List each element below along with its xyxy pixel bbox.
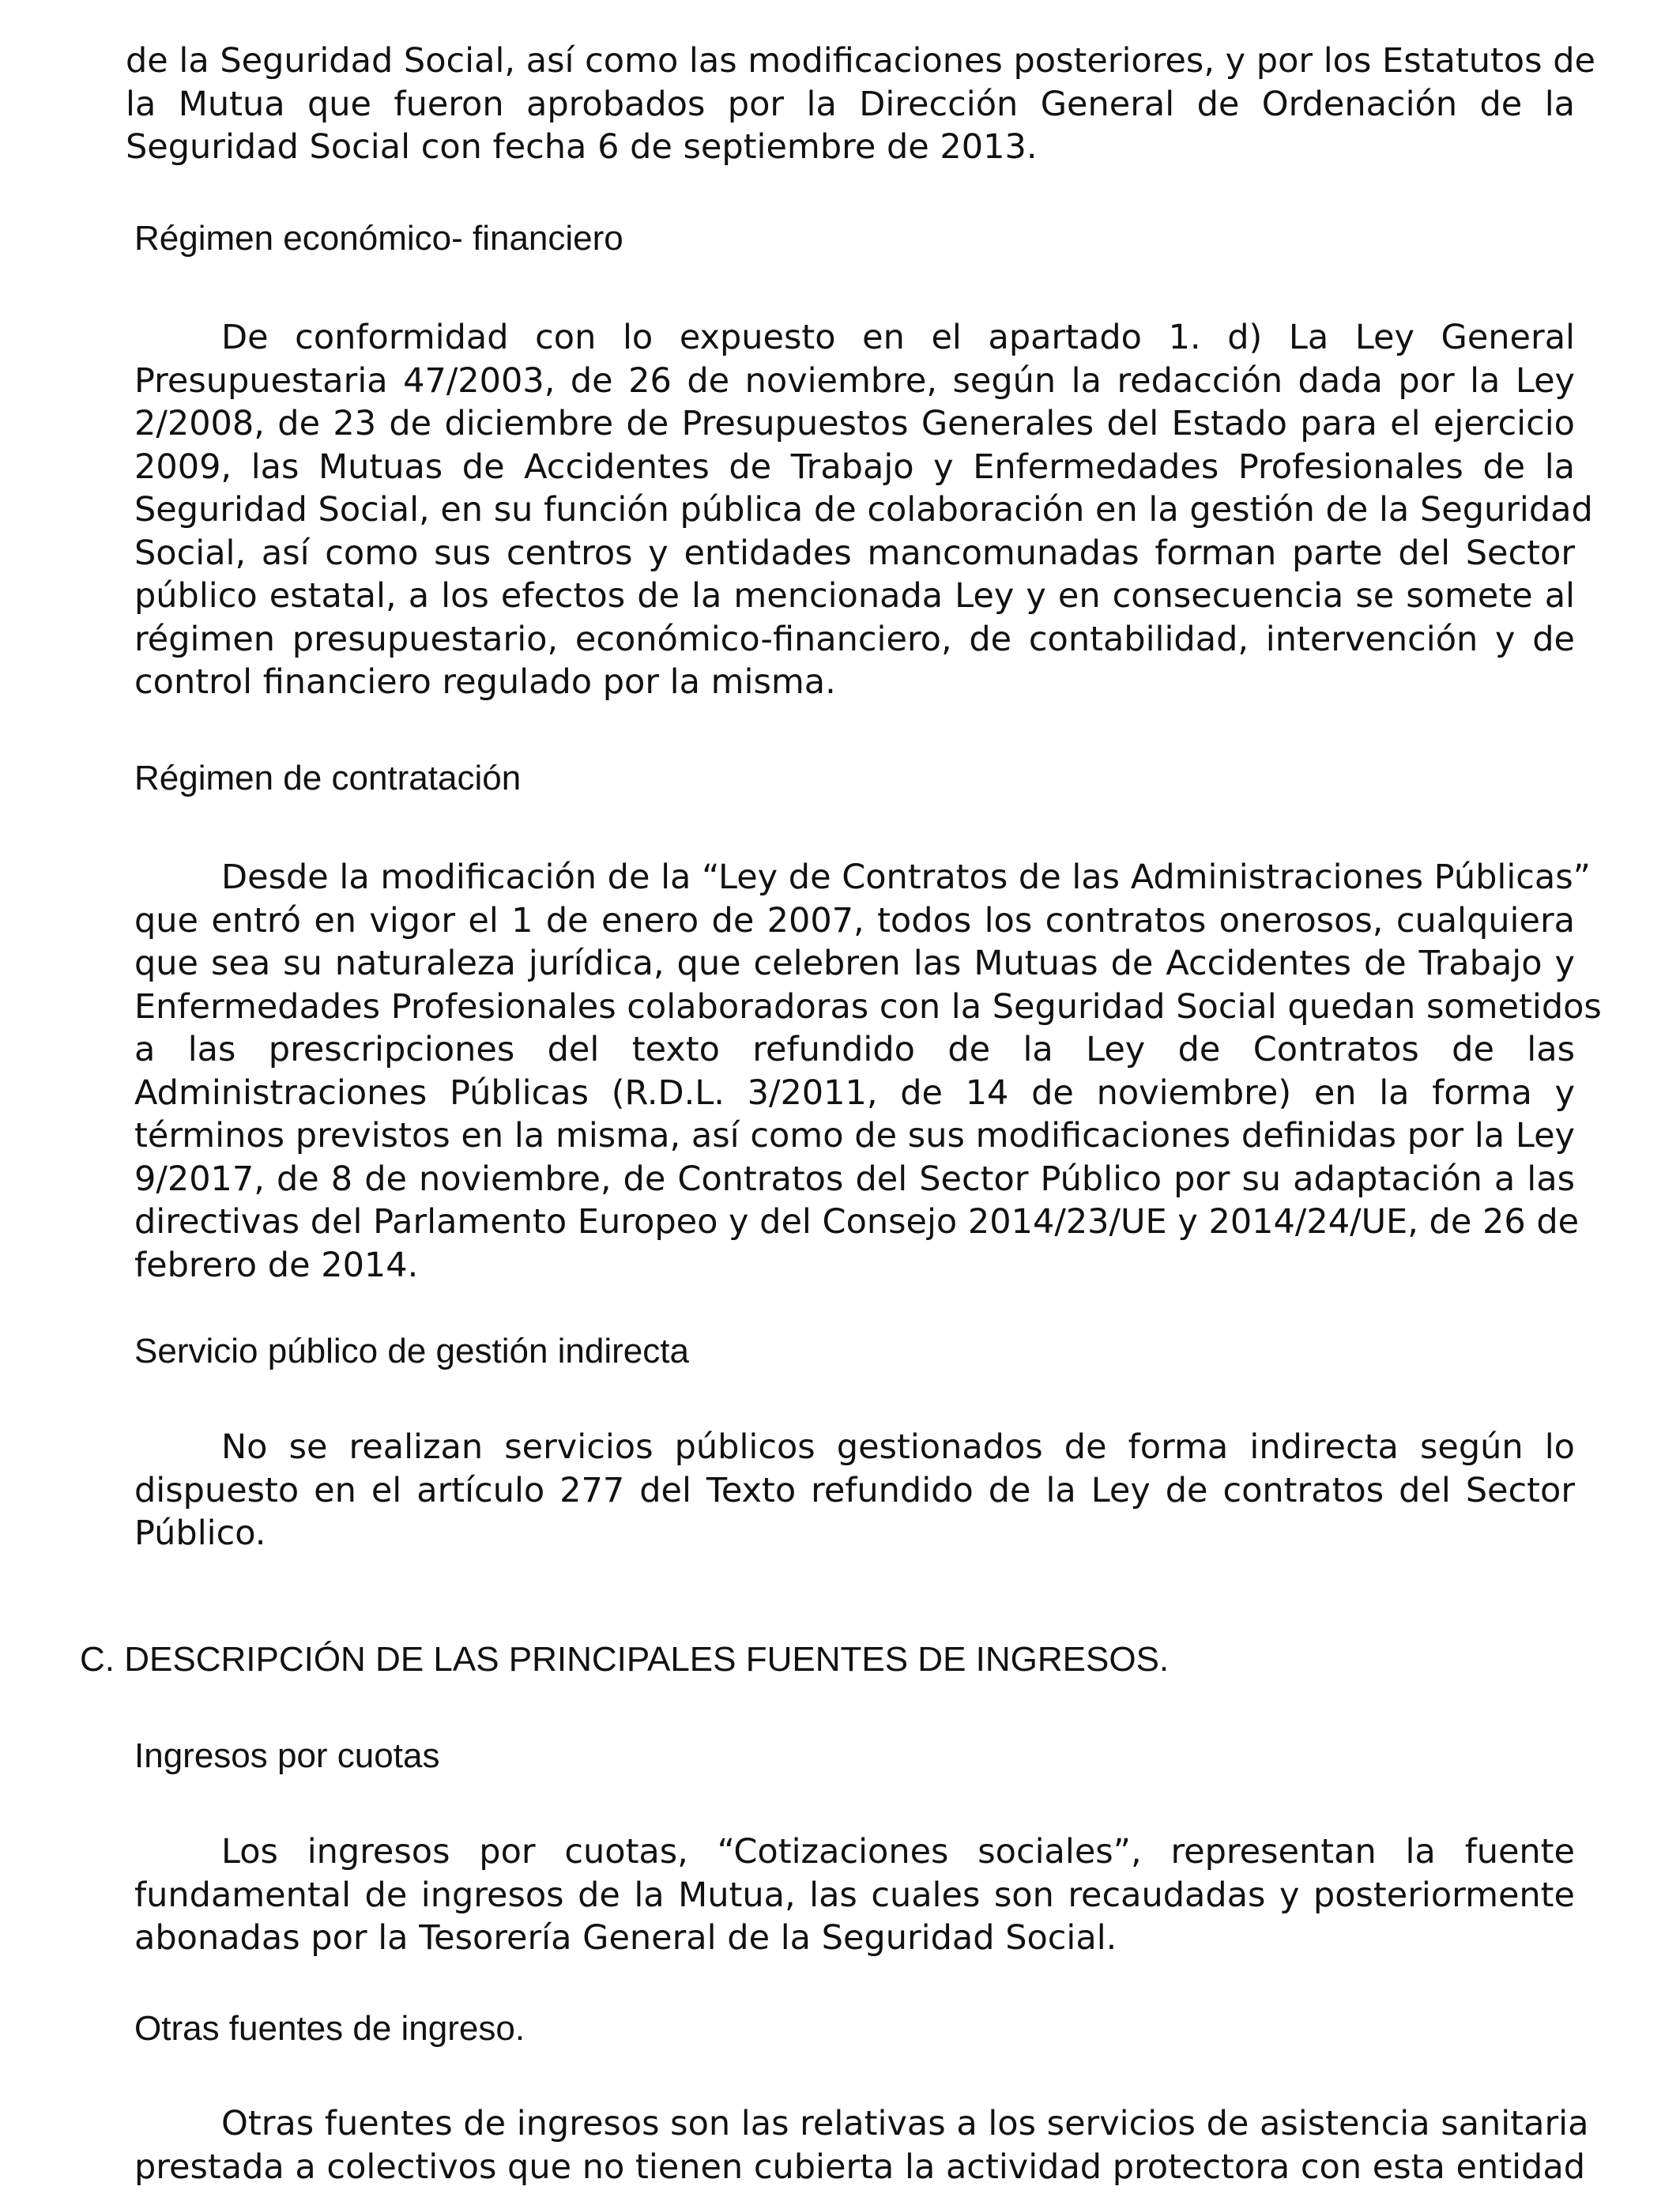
section-c-title: C. DESCRIPCIÓN DE LAS PRINCIPALES FUENTES DE INGRESOS. (80, 1640, 1170, 1679)
text-line: Presupuestaria 47/2003, de 26 de noviembre, según la redacción dada por la Ley (134, 360, 1575, 401)
text-line: Público. (134, 1514, 266, 1553)
text-line: la Mutua que fueron aprobados por la Dirección General de Ordenación de la (126, 84, 1575, 124)
text-line: público estatal, a los efectos de la mencionada Ley y en consecuencia se somete al (134, 576, 1575, 616)
text-line: términos previstos en la misma, así como de sus modificaciones definidas por la Ley (134, 1116, 1575, 1155)
text-line: Seguridad Social, en su función pública de colaboración en la gestión de la Seguridad (134, 490, 1593, 530)
paragraph-regimen-economico (134, 316, 1593, 704)
paragraph-estatutos (126, 40, 1595, 169)
heading-regimen-contratacion: Régimen de contratación (134, 759, 522, 797)
text-line: directivas del Parlamento Europeo y del Consejo 2014/23/UE y 2014/24/UE, de 26 de (134, 1202, 1580, 1242)
paragraph-otras-fuentes (134, 2102, 1589, 2188)
text-line: Enfermedades Profesionales colaboradoras con la Seguridad Social quedan sometidos (134, 986, 1602, 1027)
text-line: Administraciones Públicas (R.D.L. 3/2011, de 14 de noviembre) en la forma y (134, 1072, 1575, 1113)
text-line: Los ingresos por cuotas, “Cotizaciones sociales”, representan la fuente (221, 1832, 1575, 1872)
text-line: De conformidad con lo expuesto en el apartado 1. d) La Ley General (221, 318, 1575, 357)
text-line: de la Seguridad Social, así como las modificaciones posteriores, y por los Estatutos de (126, 41, 1595, 81)
paragraph-servicio-publico (134, 1426, 1575, 1555)
text-line: abonadas por la Tesorería General de la Seguridad Social. (134, 1918, 1117, 1958)
text-line: febrero de 2014. (134, 1245, 419, 1285)
text-line: dispuesto en el artículo 277 del Texto refundido de la Ley de contratos del Sector (134, 1470, 1575, 1510)
text-line: Desde la modificación de la “Ley de Contratos de las Administraciones Públicas” (221, 858, 1591, 897)
text-line: que entró en vigor el 1 de enero de 2007, todos los contratos onerosos, cualquiera (134, 900, 1575, 941)
text-line: fundamental de ingresos de la Mutua, las cuales son recaudadas y posteriormente (134, 1875, 1575, 1915)
heading-otras-fuentes: Otras fuentes de ingreso. (134, 2009, 525, 2048)
text-line: 9/2017, de 8 de noviembre, de Contratos del Sector Público por su adaptación a las (134, 1159, 1575, 1199)
heading-regimen-economico: Régimen económico- financiero (134, 219, 623, 258)
text-line: control financiero regulado por la misma. (134, 662, 836, 702)
text-line: Otras fuentes de ingresos son las relativas a los servicios de asistencia sanitaria (221, 2104, 1589, 2143)
text-line: que sea su naturaleza jurídica, que celebren las Mutuas de Accidentes de Trabajo y (134, 944, 1575, 983)
text-line: a las prescripciones del texto refundido de la Ley de Contratos de las (134, 1030, 1575, 1069)
text-line: No se realizan servicios públicos gestionados de forma indirecta según lo (221, 1427, 1575, 1467)
heading-ingresos-cuotas: Ingresos por cuotas (134, 1736, 440, 1775)
text-line: régimen presupuestario, económico-financiero, de contabilidad, intervención y de (134, 619, 1575, 659)
text-line: Social, así como sus centros y entidades mancomunadas forman parte del Sector (134, 533, 1575, 573)
text-line: prestada a colectivos que no tienen cubierta la actividad protectora con esta entidad (134, 2147, 1585, 2187)
text-line: 2009, las Mutuas de Accidentes de Trabajo y Enfermedades Profesionales de la (134, 447, 1575, 487)
heading-servicio-publico: Servicio público de gestión indirecta (134, 1332, 689, 1370)
paragraph-ingresos-cuotas (134, 1830, 1575, 1960)
paragraph-regimen-contratacion (134, 856, 1602, 1287)
text-line: Seguridad Social con fecha 6 de septiembre de 2013. (126, 127, 1038, 167)
text-line: 2/2008, de 23 de diciembre de Presupuestos Generales del Estado para el ejercicio (134, 404, 1575, 443)
